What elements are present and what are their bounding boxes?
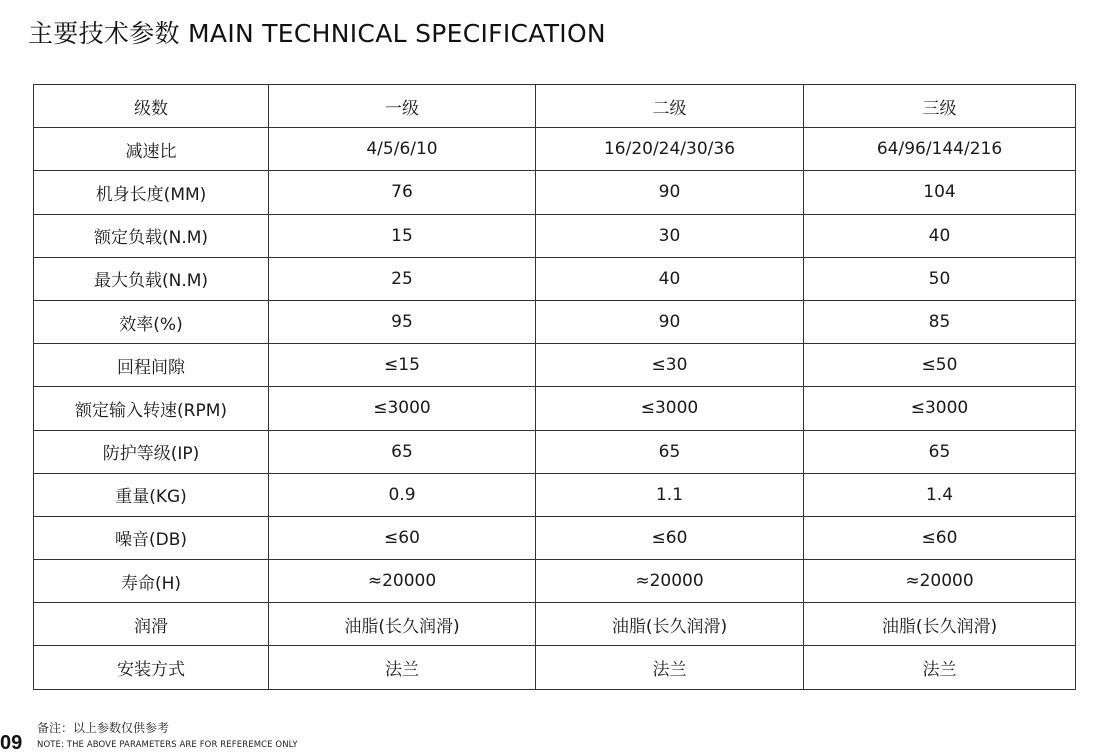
table-row [34, 473, 1076, 516]
table-cell: 64/96/144/216 [804, 128, 1076, 171]
table-row [34, 300, 1076, 343]
note-chinese: 备注：以上参数仅供参考 [37, 721, 170, 735]
table-cell: ≤60 [804, 516, 1076, 559]
table-cell: 104 [804, 171, 1076, 214]
table-row [34, 257, 1076, 300]
table-cell: ≤3000 [269, 387, 536, 430]
page-title: 主要技术参数 MAIN TECHNICAL SPECIFICATION [28, 19, 606, 48]
row-label-cell: 最大负载(N.M) [34, 257, 269, 300]
table-cell: ≤30 [536, 344, 804, 387]
table-cell: 油脂(长久润滑) [536, 603, 804, 646]
table-cell: ≤3000 [536, 387, 804, 430]
spec-table [33, 84, 1076, 690]
table-row [34, 430, 1076, 473]
row-label-cell: 额定负载(N.M) [34, 214, 269, 257]
table-cell: 50 [804, 257, 1076, 300]
table-cell: ≈20000 [804, 560, 1076, 603]
table-cell: 25 [269, 257, 536, 300]
table-row [34, 516, 1076, 559]
table-cell: 90 [536, 171, 804, 214]
table-cell: ≤60 [536, 516, 804, 559]
table-cell: 法兰 [804, 646, 1076, 689]
row-label-cell: 效率(%) [34, 300, 269, 343]
table-cell: 90 [536, 300, 804, 343]
table-row [34, 387, 1076, 430]
table-cell: 65 [804, 430, 1076, 473]
table-cell: 0.9 [269, 473, 536, 516]
table-cell: 15 [269, 214, 536, 257]
table-row [34, 128, 1076, 171]
table-cell: 1.4 [804, 473, 1076, 516]
table-cell: ≈20000 [536, 560, 804, 603]
row-label-cell: 回程间隙 [34, 344, 269, 387]
table-row [34, 171, 1076, 214]
table-cell: ≤3000 [804, 387, 1076, 430]
table-cell: 三级 [804, 85, 1076, 128]
spec-table-body [34, 85, 1076, 690]
table-cell: 85 [804, 300, 1076, 343]
table-cell: 油脂(长久润滑) [804, 603, 1076, 646]
row-label-cell: 级数 [34, 85, 269, 128]
table-cell: 油脂(长久润滑) [269, 603, 536, 646]
table-cell: 法兰 [536, 646, 804, 689]
row-label-cell: 机身长度(MM) [34, 171, 269, 214]
table-cell: 二级 [536, 85, 804, 128]
note-english: NOTE: THE ABOVE PARAMETERS ARE FOR REFEREMCE ONLY [37, 740, 298, 750]
table-cell: ≤60 [269, 516, 536, 559]
row-label-cell: 润滑 [34, 603, 269, 646]
table-cell: 76 [269, 171, 536, 214]
row-label-cell: 减速比 [34, 128, 269, 171]
table-cell: 65 [269, 430, 536, 473]
table-cell: 4/5/6/10 [269, 128, 536, 171]
table-cell: 40 [804, 214, 1076, 257]
table-cell: 1.1 [536, 473, 804, 516]
row-label-cell: 噪音(DB) [34, 516, 269, 559]
table-cell: 30 [536, 214, 804, 257]
table-cell: 65 [536, 430, 804, 473]
page-number: 09 [0, 732, 23, 754]
table-row [34, 646, 1076, 689]
row-label-cell: 寿命(H) [34, 560, 269, 603]
table-header-row [34, 85, 1076, 128]
table-cell: 一级 [269, 85, 536, 128]
row-label-cell: 额定输入转速(RPM) [34, 387, 269, 430]
table-cell: ≤50 [804, 344, 1076, 387]
table-cell: 95 [269, 300, 536, 343]
table-row [34, 560, 1076, 603]
table-cell: 40 [536, 257, 804, 300]
row-label-cell: 安装方式 [34, 646, 269, 689]
table-row [34, 603, 1076, 646]
row-label-cell: 防护等级(IP) [34, 430, 269, 473]
row-label-cell: 重量(KG) [34, 473, 269, 516]
table-cell: ≤15 [269, 344, 536, 387]
table-row [34, 214, 1076, 257]
table-cell: 16/20/24/30/36 [536, 128, 804, 171]
table-cell: 法兰 [269, 646, 536, 689]
table-cell: ≈20000 [269, 560, 536, 603]
table-row [34, 344, 1076, 387]
